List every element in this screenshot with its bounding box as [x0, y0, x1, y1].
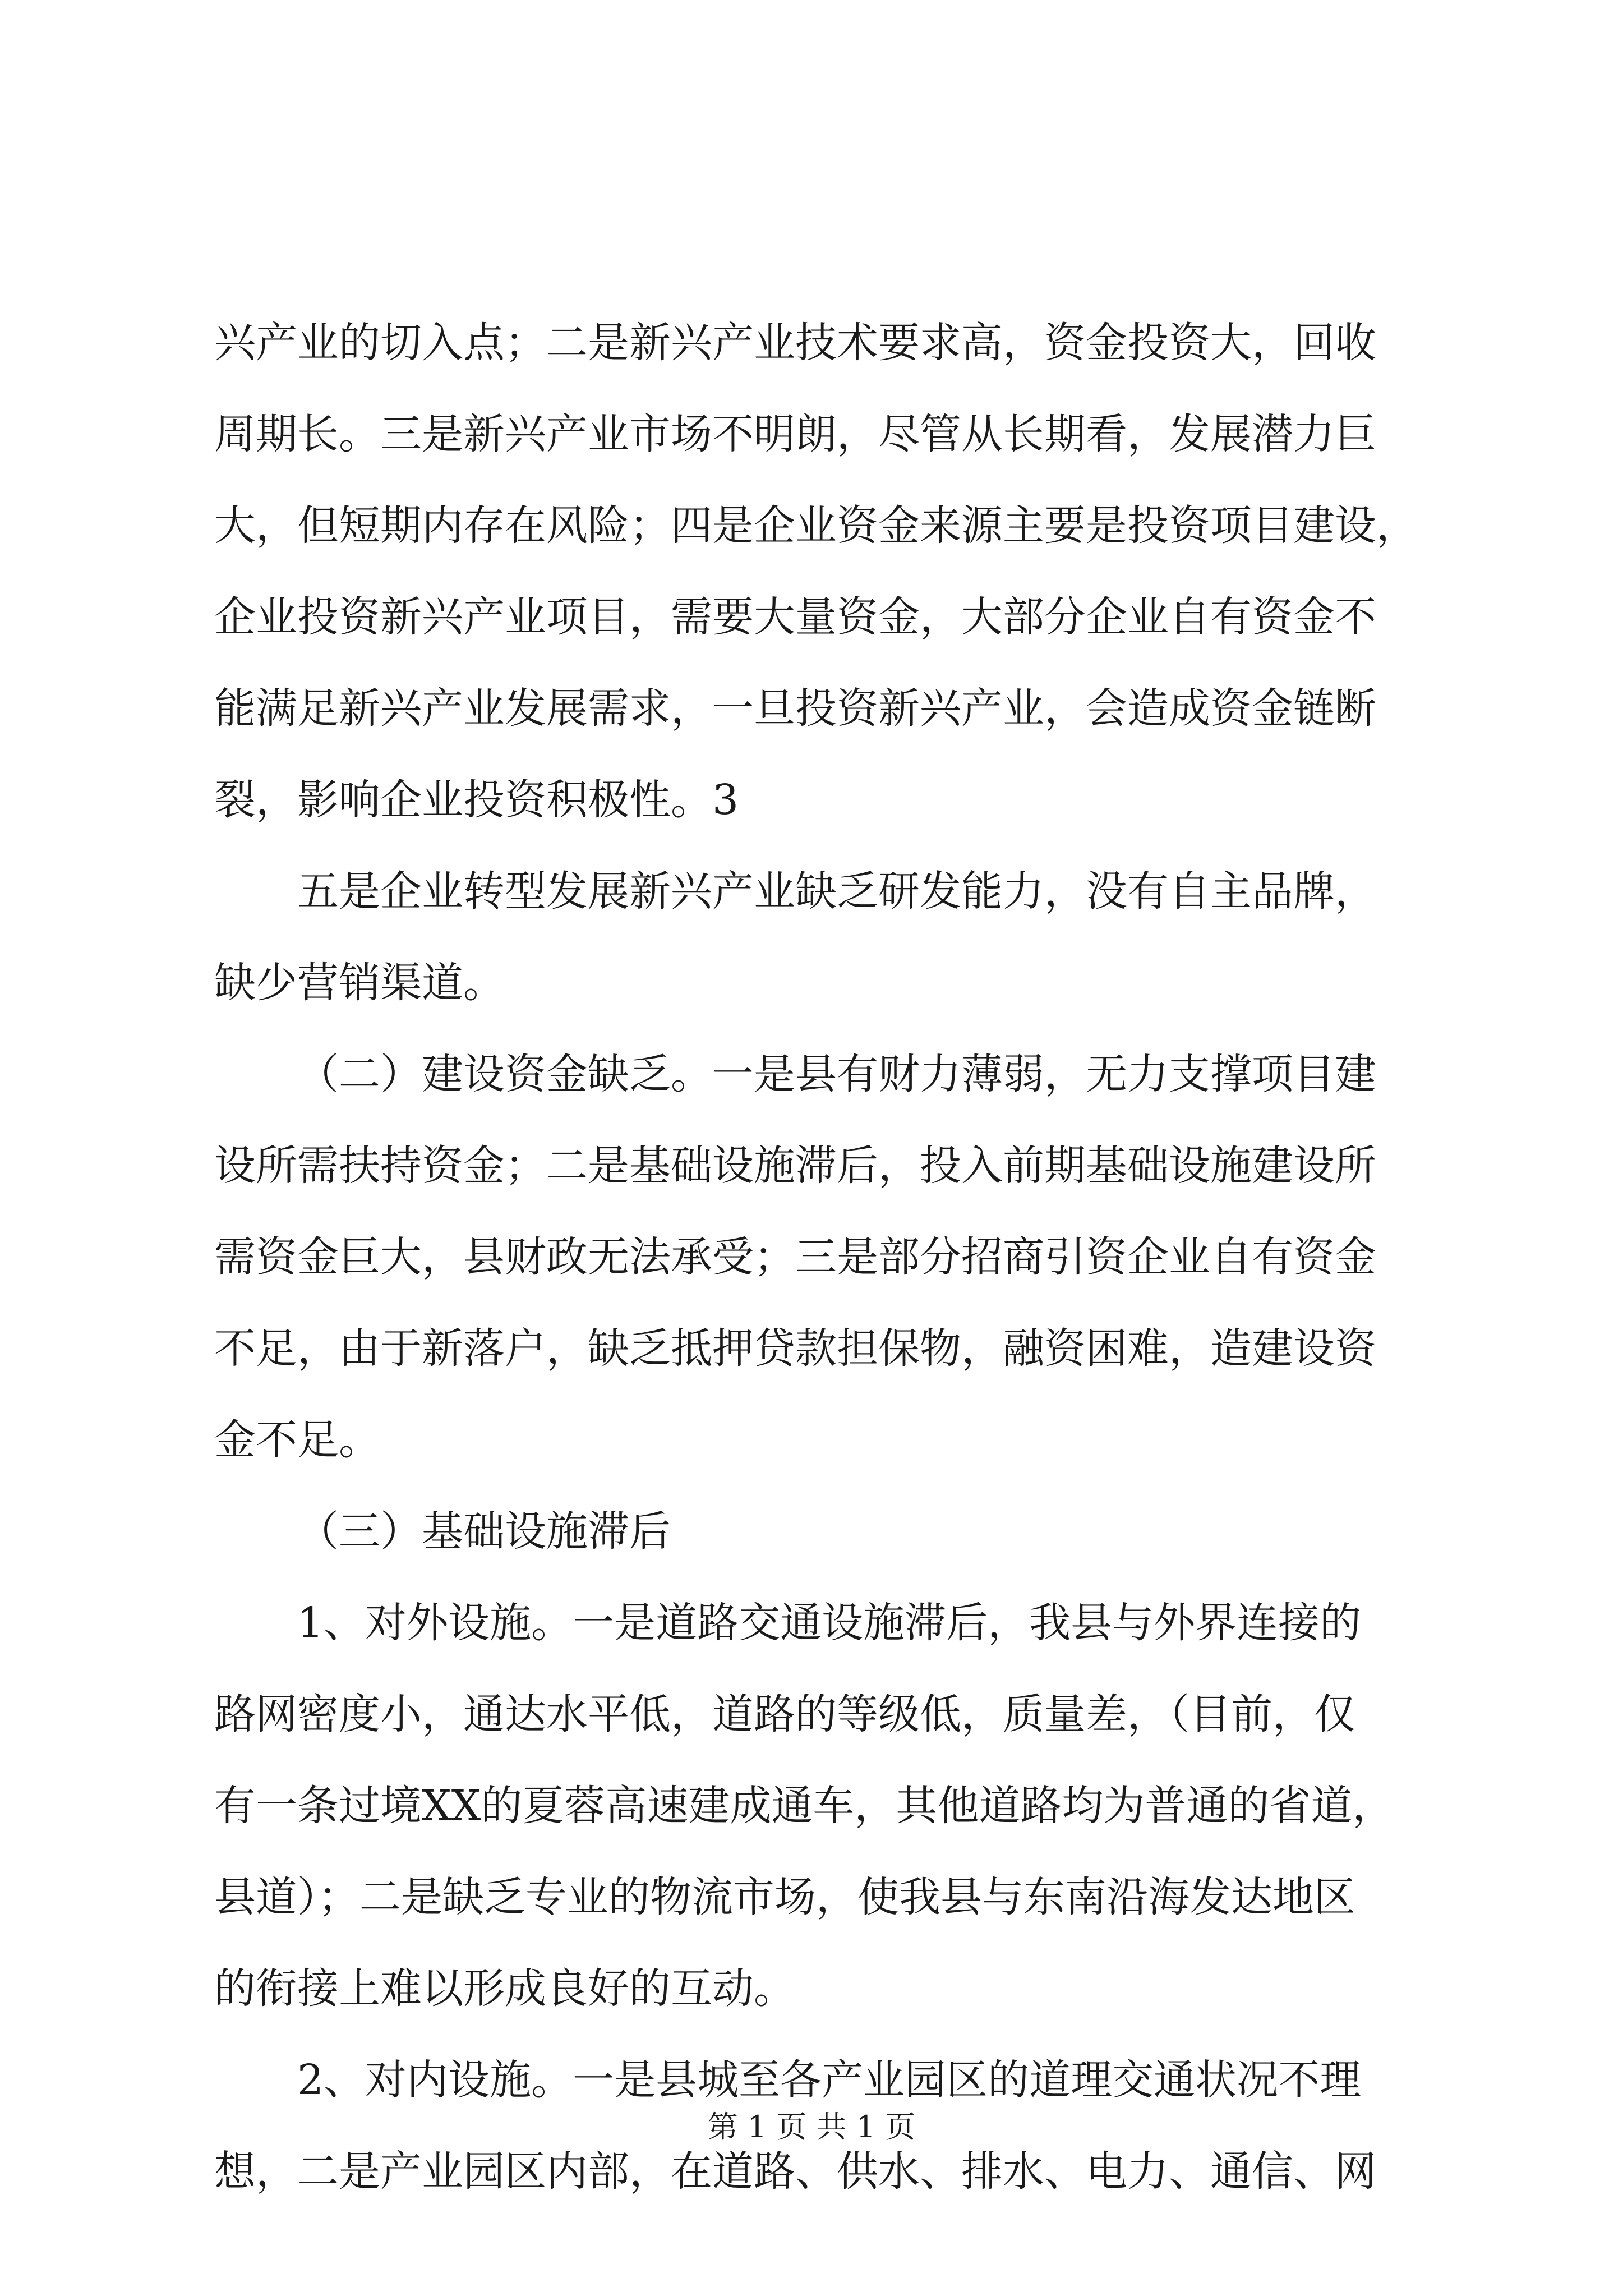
text-line: （三）基础设施滞后	[297, 1507, 671, 1556]
text-line: 想，二是产业园区内部，在道路、供水、排水、电力、通信、网	[214, 2147, 1376, 2196]
paragraph-2	[214, 846, 1420, 1029]
text-line: 需资金巨大，县财政无法承受；三是部分招商引资企业自有资金	[214, 1233, 1376, 1281]
text-line: 企业投资新兴产业项目，需要大量资金，大部分企业自有资金不	[214, 593, 1376, 641]
text-line: （二）建设资金缺乏。一是县有财力薄弱，无力支撑项目建	[297, 1050, 1376, 1098]
text-line: 缺少营销渠道。	[214, 959, 505, 1007]
text-line: 能满足新兴产业发展需求，一旦投资新兴产业，会造成资金链断	[214, 684, 1376, 733]
text-line: 不足，由于新落户，缺乏抵押贷款担保物，融资困难，造建设资	[214, 1324, 1376, 1373]
text-line: 周期长。三是新兴产业市场不明朗，尽管从长期看，发展潜力巨	[214, 410, 1376, 458]
text-line: 1、对外设施。一是道路交通设施滞后，我县与外界连接的	[297, 1599, 1362, 1647]
text-line: 裂，影响企业投资积极性。3	[214, 776, 739, 824]
document-body	[214, 297, 1420, 2217]
text-line: 金不足。	[214, 1416, 380, 1464]
paragraph-3	[214, 1029, 1420, 1486]
text-line: 2、对内设施。一是县城至各产业园区的道理交通状况不理	[297, 2056, 1362, 2104]
text-line: 路网密度小，通达水平低，道路的等级低，质量差，（目前，仅	[214, 1690, 1355, 1738]
section-heading	[214, 1486, 1420, 1577]
paragraph-1	[214, 297, 1420, 846]
text-line: 兴产业的切入点；二是新兴产业技术要求高，资金投资大，回收	[214, 319, 1376, 367]
text-line: 县道）；二是缺乏专业的物流市场，使我县与东南沿海发达地区	[214, 1873, 1355, 1921]
text-line: 设所需扶持资金；二是基础设施滞后，投入前期基础设施建设所	[214, 1142, 1376, 1190]
text-line: 的衔接上难以形成良好的互动。	[214, 1964, 795, 2013]
text-line: 五是企业转型发展新兴产业缺乏研发能力，没有自主品牌，	[297, 867, 1376, 915]
page-footer: 第 1 页 共 1 页	[707, 2109, 916, 2145]
text-line: 有一条过境XX的夏蓉高速建成通车，其他道路均为普通的省道，	[214, 1782, 1394, 1830]
text-line: 大，但短期内存在风险；四是企业资金来源主要是投资项目建设，	[214, 501, 1418, 550]
paragraph-4	[214, 1577, 1420, 2035]
